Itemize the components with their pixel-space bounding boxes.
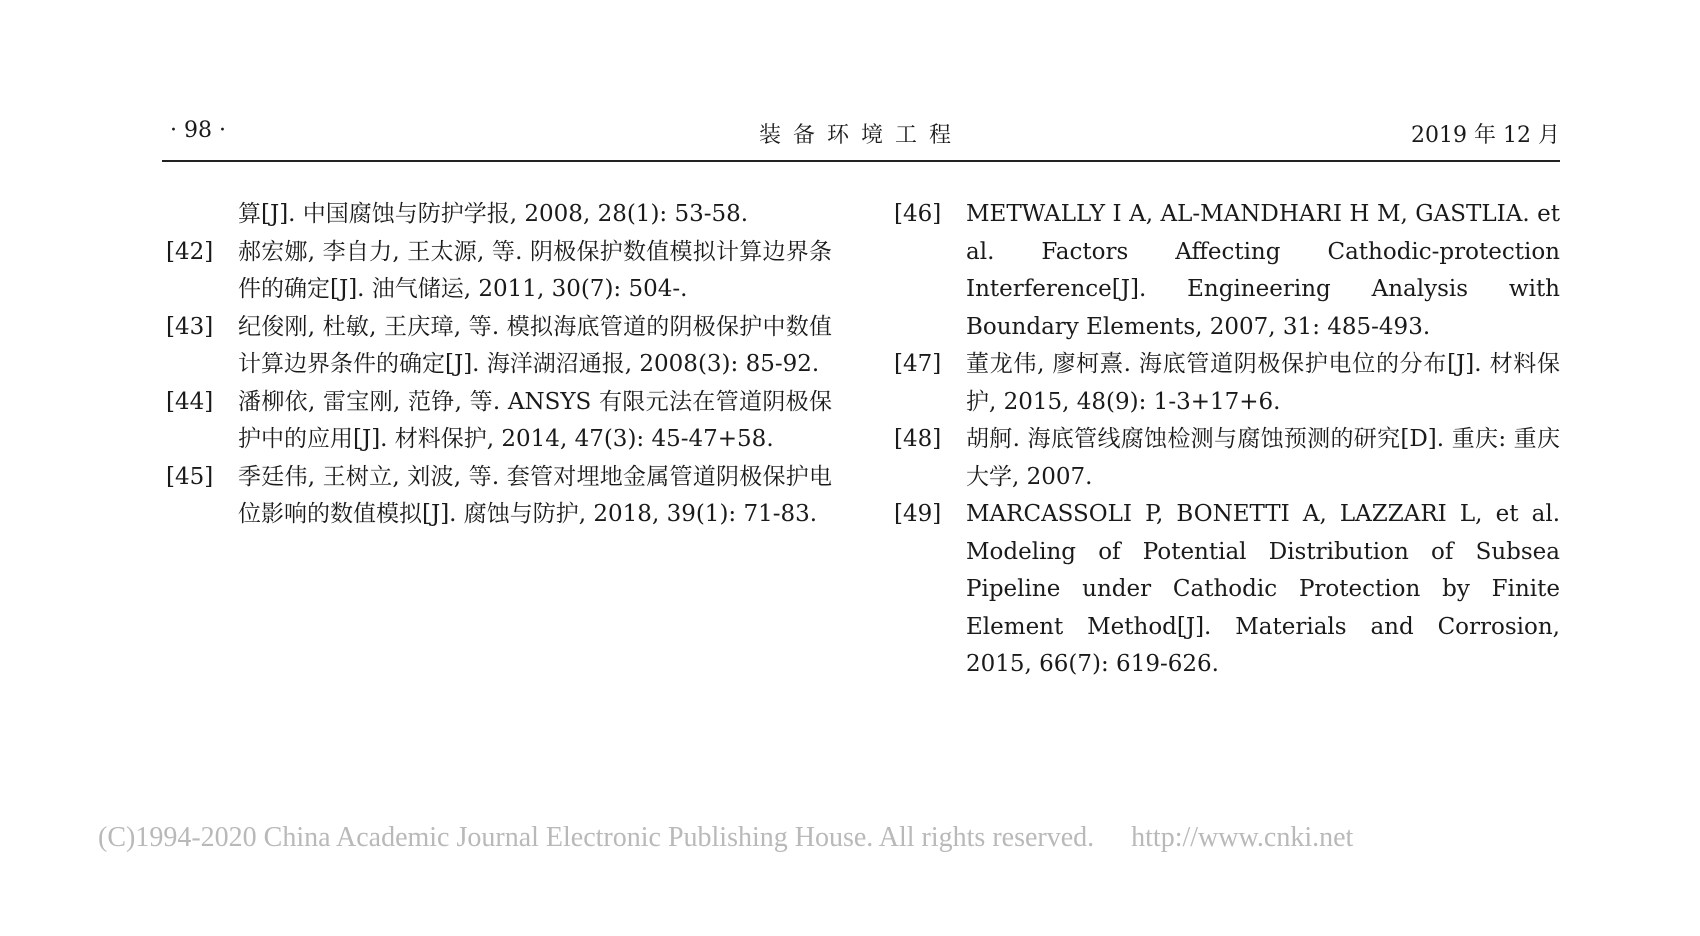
page-number: · 98 · xyxy=(170,118,226,143)
page-header xyxy=(162,116,1560,156)
reference-text: 纪俊刚, 杜敏, 王庆璋, 等. 模拟海底管道的阴极保护中数值计算边界条件的确定[J]. 海洋湖沼通报, 2008(3): 85-92. xyxy=(238,313,832,377)
reference-item xyxy=(890,346,1560,421)
reference-number: [42] xyxy=(166,238,214,265)
reference-item xyxy=(162,459,832,534)
reference-column-left xyxy=(162,196,832,534)
copyright-footer xyxy=(98,822,1598,854)
reference-text: MARCASSOLI P, BONETTI A, LAZZARI L, et al. Modeling of Potential Distribution of Subsea Pipeline under Cathodic Protection by Finite Element Method[J]. Materials and Corrosion, 2015, 66(7): 619-626. xyxy=(966,501,1560,677)
reference-text: 算[J]. 中国腐蚀与防护学报, 2008, 28(1): 53-58. xyxy=(238,201,749,227)
reference-item xyxy=(890,196,1560,346)
reference-text: METWALLY I A, AL-MANDHARI H M, GASTLIA. et al. Factors Affecting Cathodic-protection Interference[J]. Engineering Analysis with Boundary Elements, 2007, 31: 485-493. xyxy=(966,201,1560,340)
issue-date: 2019 年 12 月 xyxy=(1411,123,1560,148)
cnki-url: http://www.cnki.net xyxy=(1131,822,1354,853)
reference-text: 胡舸. 海底管线腐蚀检测与腐蚀预测的研究[D]. 重庆: 重庆大学, 2007. xyxy=(966,426,1560,490)
journal-title: 装备环境工程 xyxy=(758,123,963,148)
reference-item xyxy=(162,234,832,309)
copyright-notice: (C)1994-2020 China Academic Journal Electronic Publishing House. All rights reserved. xyxy=(98,822,1095,853)
reference-text: 潘柳依, 雷宝刚, 范铮, 等. ANSYS 有限元法在管道阴极保护中的应用[J]. 材料保护, 2014, 47(3): 45-47+58. xyxy=(238,388,832,452)
reference-text: 季廷伟, 王树立, 刘波, 等. 套管对埋地金属管道阴极保护电位影响的数值模拟[J]. 腐蚀与防护, 2018, 39(1): 71-83. xyxy=(238,463,832,527)
reference-number: [46] xyxy=(894,201,942,227)
reference-number: [43] xyxy=(166,313,214,340)
reference-item xyxy=(162,384,832,459)
reference-text: 郝宏娜, 李自力, 王太源, 等. 阴极保护数值模拟计算边界条件的确定[J]. 油气储运, 2011, 30(7): 504-. xyxy=(238,238,832,302)
reference-item xyxy=(162,309,832,384)
header-rule xyxy=(162,160,1560,162)
reference-number: [45] xyxy=(166,463,214,490)
reference-text: 董龙伟, 廖柯熹. 海底管道阴极保护电位的分布[J]. 材料保护, 2015, 48(9): 1-3+17+6. xyxy=(966,351,1560,415)
reference-column-right xyxy=(890,196,1560,684)
reference-number: [48] xyxy=(894,426,942,452)
reference-item xyxy=(162,196,832,234)
reference-item xyxy=(890,496,1560,684)
reference-item xyxy=(890,421,1560,496)
reference-number: [49] xyxy=(894,501,942,527)
reference-number: [47] xyxy=(894,351,942,377)
reference-number: [44] xyxy=(166,388,214,415)
